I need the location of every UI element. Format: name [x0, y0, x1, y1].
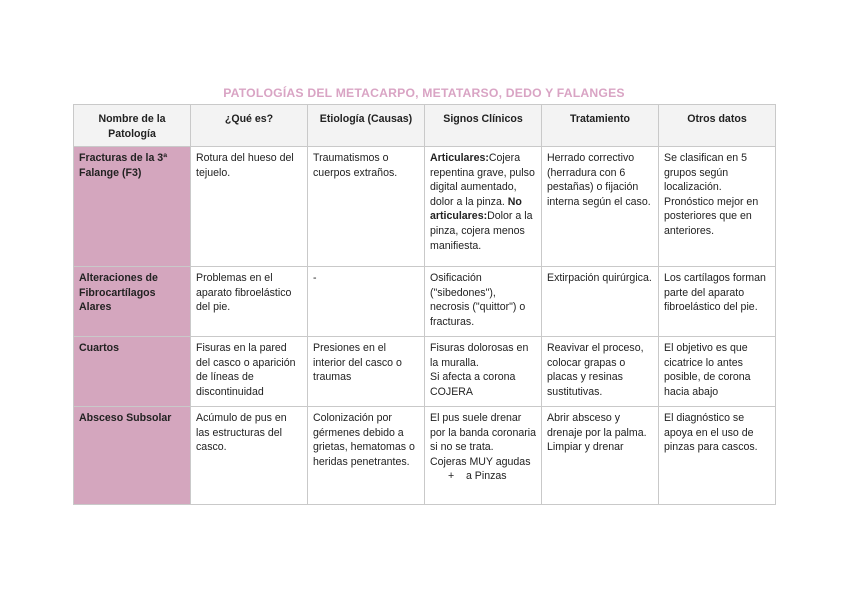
signos-no-articulares-text: Dolor a la pinza, cojera menos manifiesta.	[430, 210, 533, 252]
header-signos: Signos Clínicos	[425, 105, 542, 147]
cell-otros: Se clasifican en 5 grupos según localización. Pronóstico mejor en posteriores que en anteriores.	[659, 147, 776, 267]
table-row	[74, 147, 776, 267]
signos-articulares-text: Cojera repentina grave, pulso digital aumentado, dolor a la pinza.	[430, 152, 535, 208]
cell-signos	[425, 337, 542, 407]
signos-line: Cojeras MUY agudas	[430, 455, 531, 468]
cell-otros: El diagnóstico se apoya en el uso de pinzas para cascos.	[659, 407, 776, 505]
table-header-row	[74, 105, 776, 147]
signos-line: Fisuras dolorosas en la muralla.	[430, 342, 529, 369]
cell-signos: Osificación ("sibedones"), necrosis ("quittor") o fracturas.	[425, 267, 542, 337]
table-row	[74, 267, 776, 337]
cell-nombre: Cuartos	[74, 337, 191, 407]
header-etiologia: Etiología (Causas)	[308, 105, 425, 147]
cell-otros: Los cartílagos forman parte del aparato fibroelástico del pie.	[659, 267, 776, 337]
header-nombre: Nombre de la Patología	[74, 105, 191, 147]
signos-line: Si afecta a corona COJERA	[430, 371, 516, 398]
document-title: PATOLOGÍAS DEL METACARPO, METATARSO, DEDO Y FALANGES	[223, 86, 625, 100]
cell-que-es: Acúmulo de pus en las estructuras del casco.	[191, 407, 308, 505]
header-otros: Otros datos	[659, 105, 776, 147]
table-row	[74, 337, 776, 407]
cell-etiologia: Presiones en el interior del casco o traumas	[308, 337, 425, 407]
cell-tratamiento: Herrado correctivo (herradura con 6 pestañas) o fijación interna según el caso.	[542, 147, 659, 267]
cell-etiologia: Traumatismos o cuerpos extraños.	[308, 147, 425, 267]
cell-tratamiento: Abrir absceso y drenaje por la palma. Limpiar y drenar	[542, 407, 659, 505]
header-tratamiento: Tratamiento	[542, 105, 659, 147]
table-row	[74, 407, 776, 505]
signos-articulares-label: Articulares:	[430, 152, 489, 164]
pathology-table	[73, 104, 776, 505]
cell-nombre: Fracturas de la 3ª Falange (F3)	[74, 147, 191, 267]
header-que-es: ¿Qué es?	[191, 105, 308, 147]
cell-etiologia: -	[308, 267, 425, 337]
cell-que-es: Problemas en el aparato fibroelástico del pie.	[191, 267, 308, 337]
cell-nombre: Alteraciones de Fibrocartílagos Alares	[74, 267, 191, 337]
cell-signos	[425, 147, 542, 267]
signos-no-articulares-label: No articulares:	[430, 195, 522, 223]
cell-nombre: Absceso Subsolar	[74, 407, 191, 505]
signos-line: El pus suele drenar por la banda coronaria si no se trata.	[430, 412, 537, 454]
cell-que-es: Rotura del hueso del tejuelo.	[191, 147, 308, 267]
signos-line: + a Pinzas	[448, 470, 507, 483]
cell-otros: El objetivo es que cicatrice lo antes posible, de corona hacia abajo	[659, 337, 776, 407]
cell-tratamiento: Extirpación quirúrgica.	[542, 267, 659, 337]
cell-que-es: Fisuras en la pared del casco o aparición de líneas de discontinuidad	[191, 337, 308, 407]
cell-tratamiento: Reavivar el proceso, colocar grapas o placas y resinas sustitutivas.	[542, 337, 659, 407]
cell-etiologia: Colonización por gérmenes debido a grietas, hematomas o heridas penetrantes.	[308, 407, 425, 505]
cell-signos	[425, 407, 542, 505]
